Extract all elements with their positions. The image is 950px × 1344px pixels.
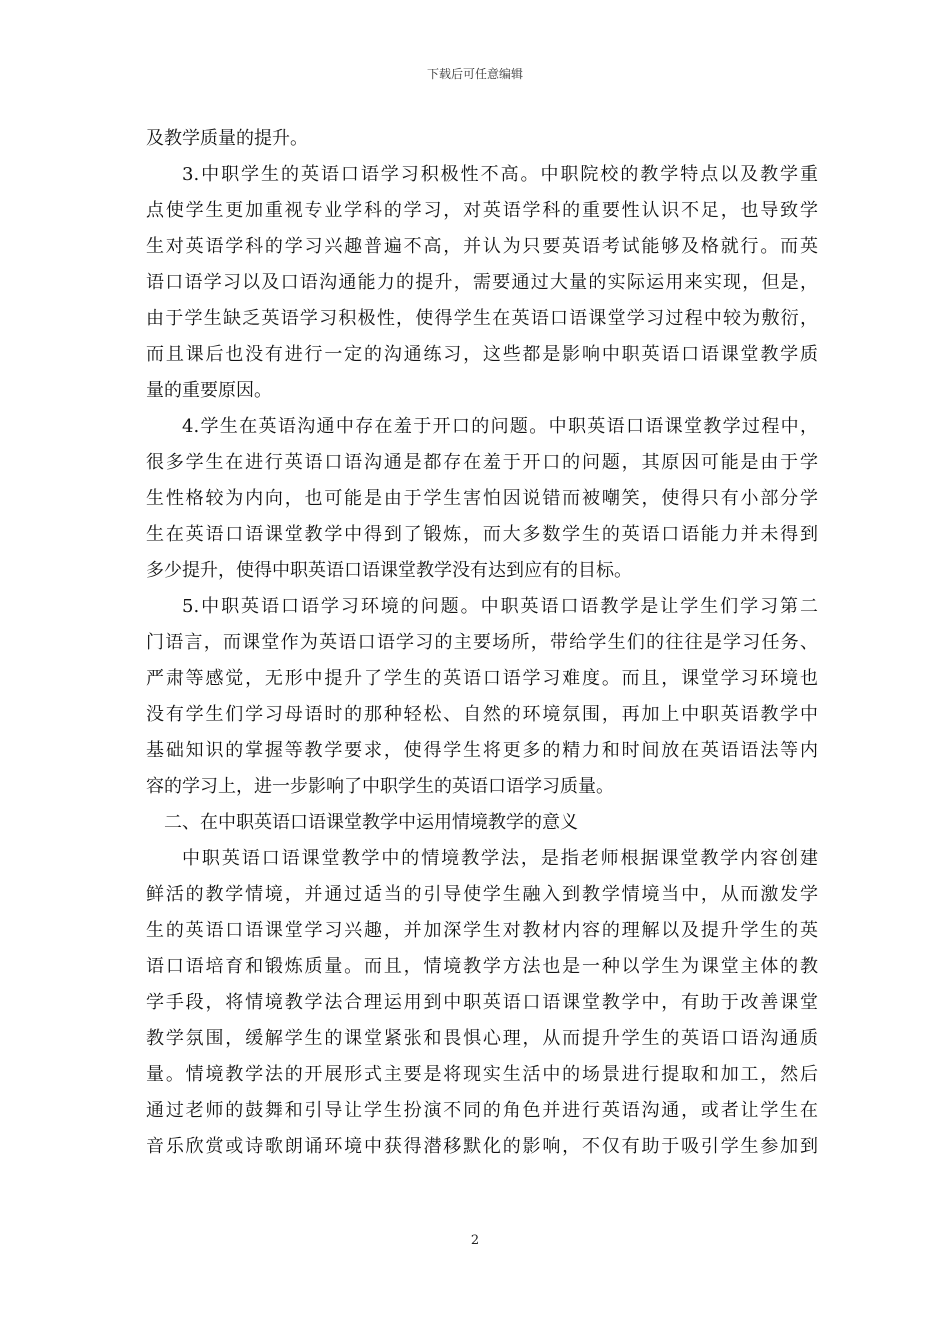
text-line: 生的英语口语课堂学习兴趣，并加深学生对教材内容的理解以及提升学生的英 (146, 920, 818, 941)
text-line: 语口语学习以及口语沟通能力的提升，需要通过大量的实际运用来实现，但是， (146, 272, 818, 293)
page-header: 下载后可任意编辑 (426, 67, 523, 81)
text-line: 由于学生缺乏英语学习积极性，使得学生在英语口语课堂学习过程中较为敷衍， (146, 308, 818, 329)
text-line: 点使学生更加重视专业学科的学习，对英语学科的重要性认识不足，也导致学 (146, 200, 818, 221)
section-heading: 二、在中职英语口语课堂教学中运用情境教学的意义 (164, 812, 578, 833)
text-line: 语口语培育和锻炼质量。而且，情境教学方法也是一种以学生为课堂主体的教 (146, 956, 818, 977)
text-line: 量的重要原因。 (146, 380, 272, 401)
text-line: 很多学生在进行英语口语沟通是都存在羞于开口的问题，其原因可能是由于学 (146, 452, 818, 473)
text-line: 多少提升，使得中职英语口语课堂教学没有达到应有的目标。 (146, 560, 632, 581)
document-body (146, 121, 818, 1165)
text-line: 没有学生们学习母语时的那种轻松、自然的环境氛围，再加上中职英语教学中 (146, 704, 818, 725)
text-line: 教学氛围，缓解学生的课堂紧张和畏惧心理，从而提升学生的英语口语沟通质 (146, 1028, 818, 1049)
text-line: 生性格较为内向，也可能是由于学生害怕因说错而被嘲笑，使得只有小部分学 (146, 488, 818, 509)
text-line: 而且课后也没有进行一定的沟通练习，这些都是影响中职英语口语课堂教学质 (146, 344, 818, 365)
text-line: 4.学生在英语沟通中存在羞于开口的问题。中职英语口语课堂教学过程中， (182, 416, 818, 437)
text-line: 学手段，将情境教学法合理运用到中职英语口语课堂教学中，有助于改善课堂 (146, 992, 818, 1013)
page-number: 2 (470, 1233, 480, 1248)
text-line: 生在英语口语课堂教学中得到了锻炼，而大多数学生的英语口语能力并未得到 (146, 524, 818, 545)
text-line: 门语言，而课堂作为英语口语学习的主要场所，带给学生们的往往是学习任务、 (146, 632, 818, 653)
text-line: 音乐欣赏或诗歌朗诵环境中获得潜移默化的影响，不仅有助于吸引学生参加到 (146, 1136, 818, 1157)
text-line: 鲜活的教学情境，并通过适当的引导使学生融入到教学情境当中，从而激发学 (146, 884, 818, 905)
text-line: 5.中职英语口语学习环境的问题。中职英语口语教学是让学生们学习第二 (182, 596, 818, 617)
text-line: 3.中职学生的英语口语学习积极性不高。中职院校的教学特点以及教学重 (182, 164, 818, 185)
text-line: 及教学质量的提升。 (146, 128, 308, 149)
text-line: 容的学习上，进一步影响了中职学生的英语口语学习质量。 (146, 776, 614, 797)
text-line: 严肃等感觉，无形中提升了学生的英语口语学习难度。而且，课堂学习环境也 (146, 668, 818, 689)
text-line: 中职英语口语课堂教学中的情境教学法，是指老师根据课堂教学内容创建 (182, 848, 818, 869)
text-line: 通过老师的鼓舞和引导让学生扮演不同的角色并进行英语沟通，或者让学生在 (146, 1100, 818, 1121)
text-line: 量。情境教学法的开展形式主要是将现实生活中的场景进行提取和加工，然后 (146, 1064, 818, 1085)
text-line: 生对英语学科的学习兴趣普遍不高，并认为只要英语考试能够及格就行。而英 (146, 236, 818, 257)
text-line: 基础知识的掌握等教学要求，使得学生将更多的精力和时间放在英语语法等内 (146, 740, 818, 761)
